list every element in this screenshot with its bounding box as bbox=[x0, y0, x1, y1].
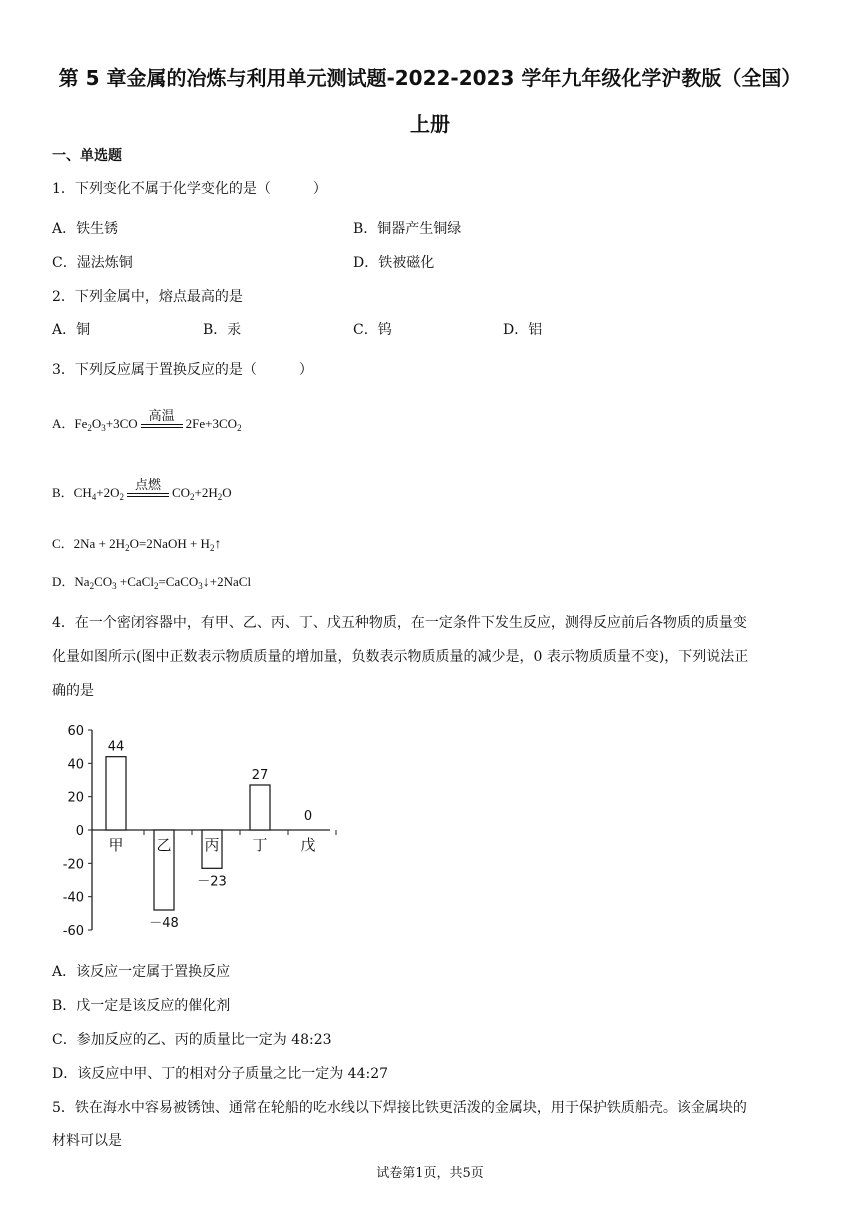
bar-甲 bbox=[106, 757, 126, 830]
y-tick-label: -60 bbox=[62, 924, 84, 939]
y-tick-label: -20 bbox=[62, 857, 84, 873]
bar-丁 bbox=[250, 785, 270, 830]
y-tick-label: -40 bbox=[62, 890, 84, 906]
category-label: 丙 bbox=[204, 836, 220, 854]
value-label: －23 bbox=[197, 874, 227, 890]
q4-option-c: C．参加反应的乙、丙的质量比一定为 48:23 bbox=[52, 1032, 332, 1048]
value-label: 27 bbox=[251, 768, 269, 783]
page-title: 第 5 章金属的冶炼与利用单元测试题-2022-2023 学年九年级化学沪教版（全国） bbox=[58, 66, 802, 90]
question-1-stem: 1．下列变化不属于化学变化的是（ ） bbox=[52, 181, 327, 197]
q4-option-a: A．该反应一定属于置换反应 bbox=[52, 964, 231, 980]
page-footer: 试卷第1页，共5页 bbox=[376, 1166, 484, 1181]
question-2-stem: 2．下列金属中，熔点最高的是 bbox=[52, 289, 243, 305]
q3-option-b: B．$CH_4+2O_2$ 点燃 $CO_2+2H_2O$ bbox=[52, 477, 232, 502]
y-tick-label: 20 bbox=[67, 790, 84, 806]
value-label: 44 bbox=[107, 739, 125, 755]
question-4-stem-line3: 确的是 bbox=[52, 683, 94, 699]
mass-change-bar-chart bbox=[52, 715, 342, 945]
question-3-stem: 3．下列反应属于置换反应的是（ ） bbox=[52, 362, 313, 378]
q2-option-b: B．汞 bbox=[203, 322, 242, 338]
q1-option-a: A．铁生锈 bbox=[52, 221, 119, 237]
q3-option-d: D．$Na_2CO_3$ +CaCl$_2$=CaCO$_3$↓+2NaCl bbox=[52, 574, 252, 591]
category-label: 甲 bbox=[108, 836, 124, 854]
q1-option-d: D．铁被磁化 bbox=[353, 255, 435, 271]
reaction-condition: 点燃 bbox=[125, 486, 171, 502]
value-label: 0 bbox=[303, 809, 313, 824]
q2-option-d: D．铝 bbox=[503, 322, 543, 338]
q2-option-c: C．钨 bbox=[353, 322, 392, 338]
value-label: －48 bbox=[149, 916, 179, 931]
q2-option-a: A．铜 bbox=[52, 322, 91, 338]
category-label: 丁 bbox=[252, 836, 268, 854]
q4-option-d: D．该反应中甲、丁的相对分子质量之比一定为 44:27 bbox=[52, 1066, 389, 1082]
question-4-stem-line1: 4．在一个密闭容器中，有甲、乙、丙、丁、戊五种物质，在一定条件下发生反应，测得反应前后各物质的质量变 bbox=[52, 615, 747, 631]
y-tick-label: 0 bbox=[75, 824, 84, 839]
y-tick-label: 60 bbox=[67, 724, 84, 739]
q3-option-a: A．$Fe_2O_3+3CO$ 高温 $2Fe+3CO_2$ bbox=[52, 408, 242, 433]
category-label: 戊 bbox=[300, 836, 316, 854]
question-5-stem-line2: 材料可以是 bbox=[52, 1133, 122, 1149]
y-tick-label: 40 bbox=[67, 757, 84, 773]
section-heading: 一、单选题 bbox=[52, 148, 122, 164]
question-5-stem-line1: 5．铁在海水中容易被锈蚀、通常在轮船的吃水线以下焊接比铁更活泼的金属块，用于保护铁质船壳。该金属块的 bbox=[52, 1100, 747, 1116]
q3-option-c: C．$2Na + 2H_2O=2NaOH$ + $H_2↑$ bbox=[52, 536, 222, 553]
category-label: 乙 bbox=[156, 836, 172, 854]
q4-option-b: B．戊一定是该反应的催化剂 bbox=[52, 998, 231, 1014]
q1-option-b: B．铜器产生铜绿 bbox=[353, 221, 462, 237]
reaction-condition: 高温 bbox=[139, 417, 185, 433]
page-title-line2: 上册 bbox=[410, 112, 450, 136]
question-4-stem-line2: 化量如图所示(图中正数表示物质质量的增加量，负数表示物质质量的减少是，0 表示物质质量不变)，下列说法正 bbox=[52, 649, 749, 665]
q1-option-c: C．湿法炼铜 bbox=[52, 255, 133, 271]
